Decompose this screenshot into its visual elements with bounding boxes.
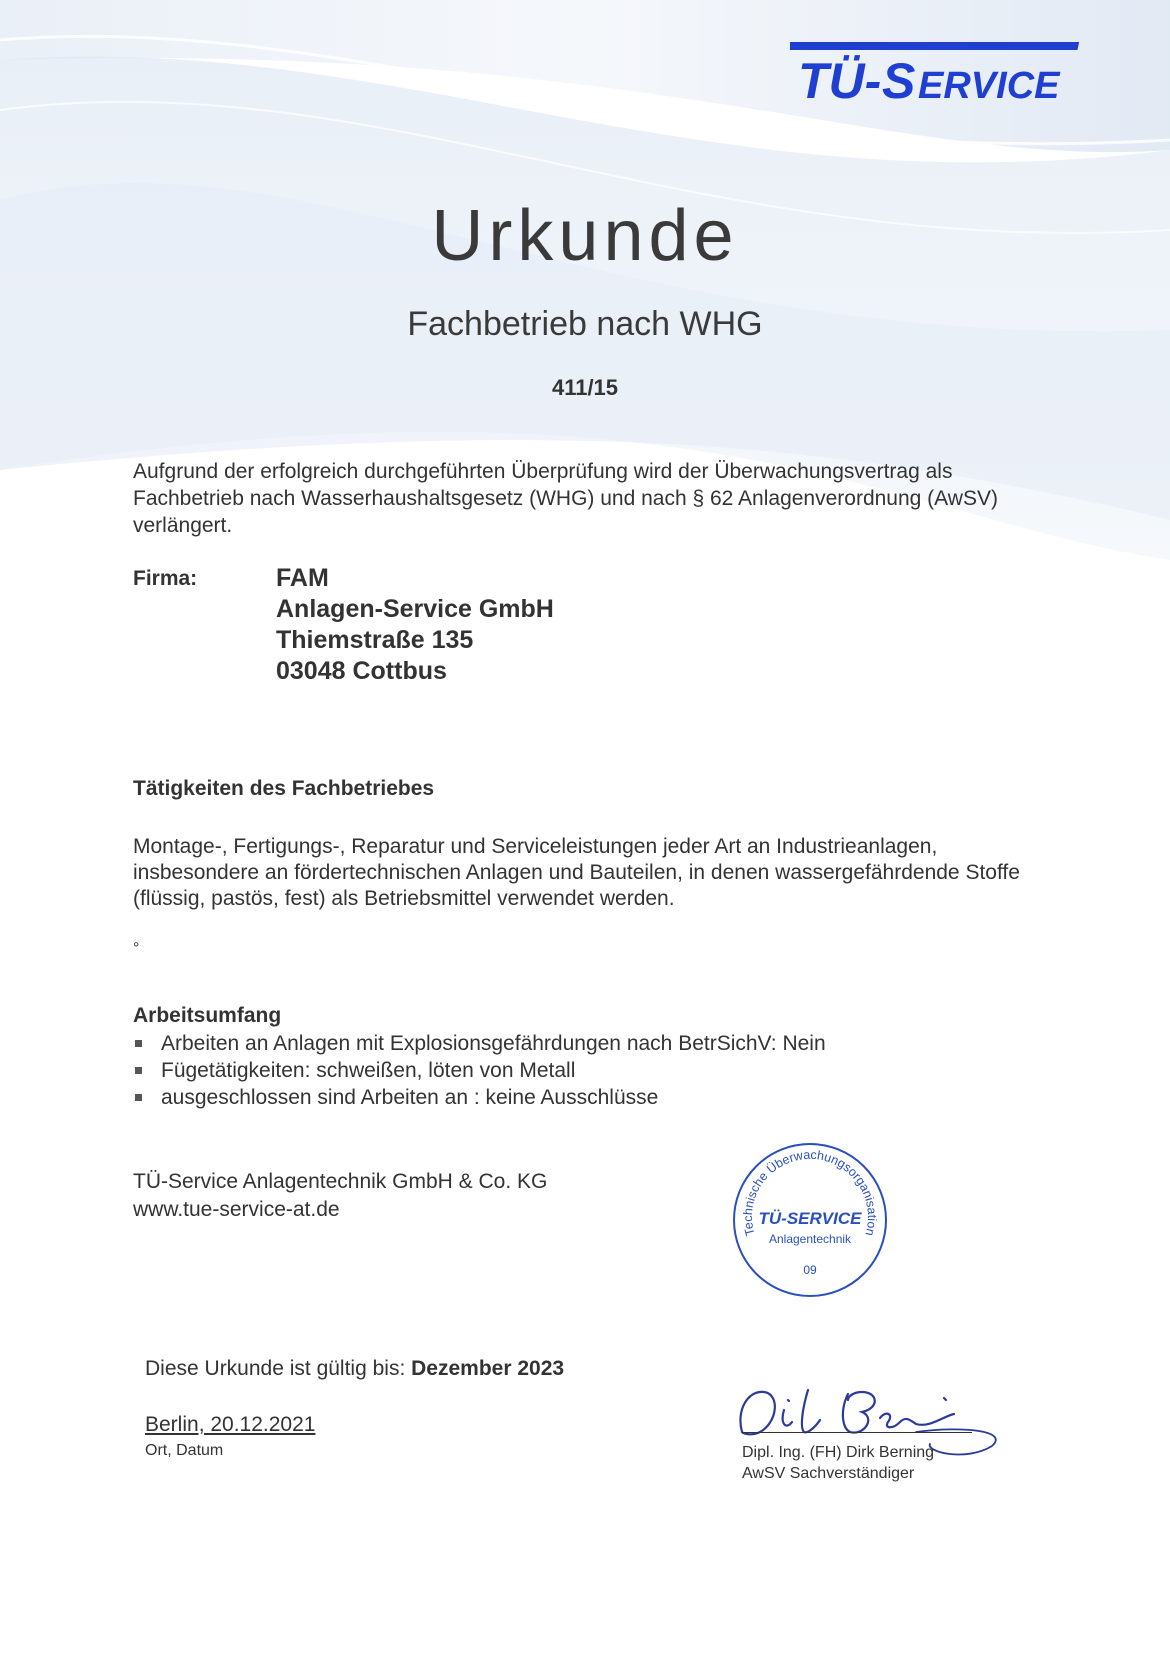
signatory-role: AwSV Sachverständiger (742, 1465, 915, 1482)
validity-line (145, 1357, 564, 1381)
svg-text:ERVICE: ERVICE (918, 65, 1060, 107)
place-date: Berlin, 20.12.2021 (145, 1413, 316, 1436)
firma-line: FAM (276, 564, 329, 592)
activities-mark: ° (133, 940, 140, 957)
svg-text:09: 09 (803, 1263, 817, 1277)
certificate-title: Urkunde (431, 196, 739, 276)
tue-service-logo (790, 38, 1090, 108)
signatory-block (742, 1442, 934, 1484)
svg-text:Anlagentechnik: Anlagentechnik (768, 1232, 852, 1246)
intro-paragraph: Aufgrund der erfolgreich durchgeführten Überprüfung wird der Überwachungsvertrag als Fachbetrieb nach Wasserhaushaltsgesetz (WHG) und nach § 62 Anlagenverordnung (AwSV) verlängert. (133, 460, 998, 537)
activities-heading: Tätigkeiten des Fachbetriebes (133, 777, 435, 800)
validity-date: Dezember 2023 (411, 1357, 565, 1380)
place-date-caption: Ort, Datum (145, 1442, 224, 1459)
firma-label: Firma: (133, 567, 198, 590)
validity-prefix: Diese Urkunde ist gültig bis: (145, 1357, 412, 1380)
issuer-block (133, 1168, 547, 1224)
scope-list (133, 1030, 826, 1111)
issuer-url: www.tue-service-at.de (133, 1198, 340, 1221)
signatory-name: Dipl. Ing. (FH) Dirk Berning (742, 1444, 935, 1461)
list-item: Fügetätigkeiten: schweißen, löten von Metall (133, 1057, 826, 1084)
firma-address (276, 563, 554, 687)
svg-text:TÜ-: TÜ- (798, 53, 882, 108)
issuer-name: TÜ-Service Anlagentechnik GmbH & Co. KG (133, 1170, 548, 1193)
firma-line: Thiemstraße 135 (276, 626, 474, 654)
certificate-subtitle: Fachbetrieb nach WHG (407, 305, 763, 343)
list-item: ausgeschlossen sind Arbeiten an : keine Ausschlüsse (133, 1084, 826, 1111)
svg-text:Technische Überwachungsorganis: Technische Überwachungsorganisation (740, 1147, 880, 1238)
signature-line (742, 1432, 972, 1433)
svg-text:S: S (882, 53, 916, 108)
scope-heading: Arbeitsumfang (133, 1004, 282, 1027)
firma-line: 03048 Cottbus (276, 657, 447, 685)
firma-line: Anlagen-Service GmbH (276, 595, 554, 623)
list-item: Arbeiten an Anlagen mit Explosionsgefährdungen nach BetrSichV: Nein (133, 1030, 826, 1057)
activities-text: Montage-, Fertigungs-, Reparatur und Serviceleistungen jeder Art an Industrieanlagen, insbesondere an fördertechnischen Anlagen und Bauteilen, in denen wassergefährdende Stoffe (flüssig, pastös, fest) als Betriebsmittel verwendet werden. (133, 835, 1020, 910)
svg-text:TÜ-SERVICE: TÜ-SERVICE (758, 1209, 862, 1228)
official-stamp (730, 1140, 890, 1300)
certificate-number: 411/15 (551, 375, 619, 400)
